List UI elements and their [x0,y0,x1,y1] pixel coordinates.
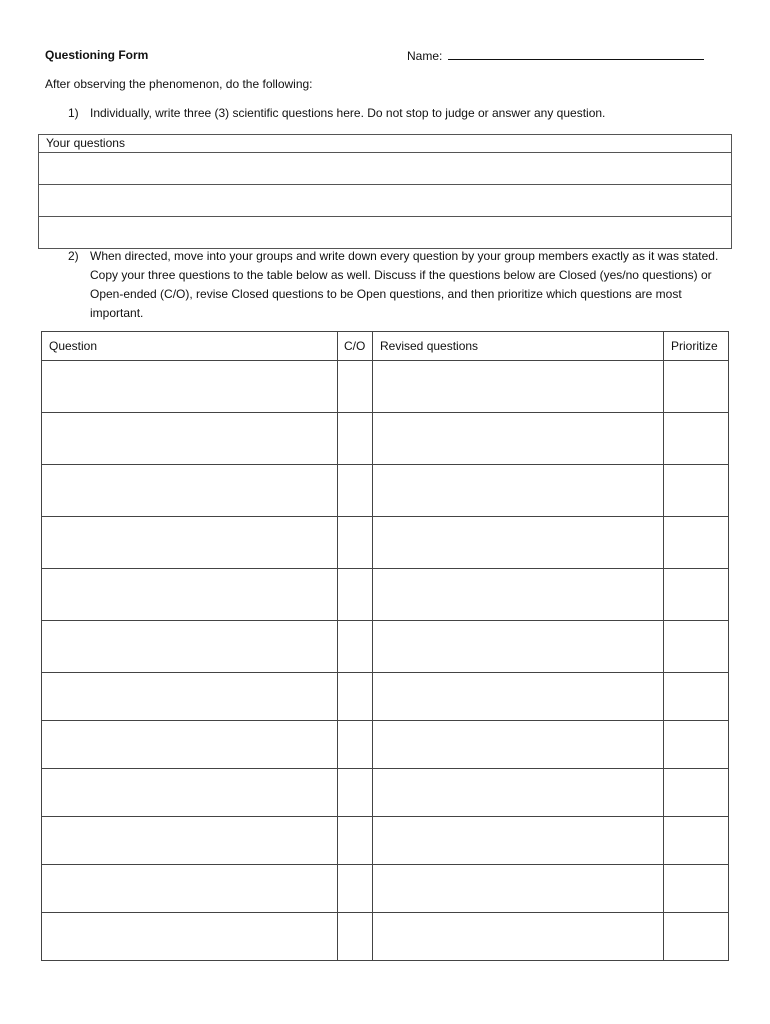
group-questions-table [41,331,729,961]
table-row [42,569,729,621]
co-cell[interactable] [338,721,373,769]
prioritize-cell[interactable] [664,721,729,769]
question-column-header: Question [42,332,338,361]
question-cell[interactable] [42,569,338,621]
revised-cell[interactable] [373,865,664,913]
table-row [42,361,729,413]
your-question-row[interactable] [39,185,731,217]
question-cell[interactable] [42,913,338,961]
question-cell[interactable] [42,621,338,673]
prioritize-column-header: Prioritize [664,332,729,361]
prioritize-cell[interactable] [664,569,729,621]
intro-text: After observing the phenomenon, do the following: [45,77,313,91]
question-cell[interactable] [42,865,338,913]
revised-cell[interactable] [373,621,664,673]
revised-cell[interactable] [373,673,664,721]
step-1 [68,106,605,120]
table-row [42,769,729,817]
table-row [42,673,729,721]
table-row [42,817,729,865]
step-2-number: 2) [68,249,79,263]
co-cell[interactable] [338,569,373,621]
revised-cell[interactable] [373,817,664,865]
question-cell[interactable] [42,673,338,721]
your-questions-table [38,134,732,249]
question-cell[interactable] [42,361,338,413]
co-cell[interactable] [338,621,373,673]
revised-column-header: Revised questions [373,332,664,361]
table-row [42,413,729,465]
co-cell[interactable] [338,361,373,413]
your-question-row[interactable] [39,153,731,185]
prioritize-cell[interactable] [664,413,729,465]
prioritize-cell[interactable] [664,673,729,721]
step-2 [68,247,728,323]
question-cell[interactable] [42,465,338,517]
table-row [42,517,729,569]
prioritize-cell[interactable] [664,361,729,413]
co-cell[interactable] [338,465,373,517]
revised-cell[interactable] [373,769,664,817]
prioritize-cell[interactable] [664,769,729,817]
name-field-row [407,48,704,63]
prioritize-cell[interactable] [664,517,729,569]
name-blank-line[interactable] [448,48,704,60]
revised-cell[interactable] [373,413,664,465]
co-cell[interactable] [338,673,373,721]
question-cell[interactable] [42,721,338,769]
revised-cell[interactable] [373,517,664,569]
step-1-number: 1) [68,106,79,120]
revised-cell[interactable] [373,465,664,517]
co-cell[interactable] [338,413,373,465]
prioritize-cell[interactable] [664,913,729,961]
table-row [42,721,729,769]
question-cell[interactable] [42,769,338,817]
form-title: Questioning Form [45,48,149,62]
question-cell[interactable] [42,413,338,465]
table-row [42,465,729,517]
step-1-text: Individually, write three (3) scientific questions here. Do not stop to judge or answer any question. [90,106,606,120]
co-cell[interactable] [338,913,373,961]
prioritize-cell[interactable] [664,817,729,865]
step-2-text: When directed, move into your groups and write down every question by your group members exactly as it was stated. Copy your three questions to the table below as well. Discuss if the questions below are Closed (yes/no questions) or Open-ended (C/O), revise Closed questions to be Open questions, and then prioritize which questions are most important. [90,249,719,320]
prioritize-cell[interactable] [664,865,729,913]
co-cell[interactable] [338,865,373,913]
co-column-header: C/O [338,332,373,361]
table-header-row [42,332,729,361]
revised-cell[interactable] [373,361,664,413]
table-row [42,621,729,673]
co-cell[interactable] [338,769,373,817]
prioritize-cell[interactable] [664,621,729,673]
table-row [42,913,729,961]
co-cell[interactable] [338,817,373,865]
prioritize-cell[interactable] [664,465,729,517]
your-question-row[interactable] [39,217,731,248]
table-row [42,865,729,913]
question-cell[interactable] [42,817,338,865]
question-cell[interactable] [42,517,338,569]
name-label: Name: [407,49,443,63]
revised-cell[interactable] [373,569,664,621]
revised-cell[interactable] [373,721,664,769]
your-questions-header: Your questions [39,135,731,153]
co-cell[interactable] [338,517,373,569]
revised-cell[interactable] [373,913,664,961]
